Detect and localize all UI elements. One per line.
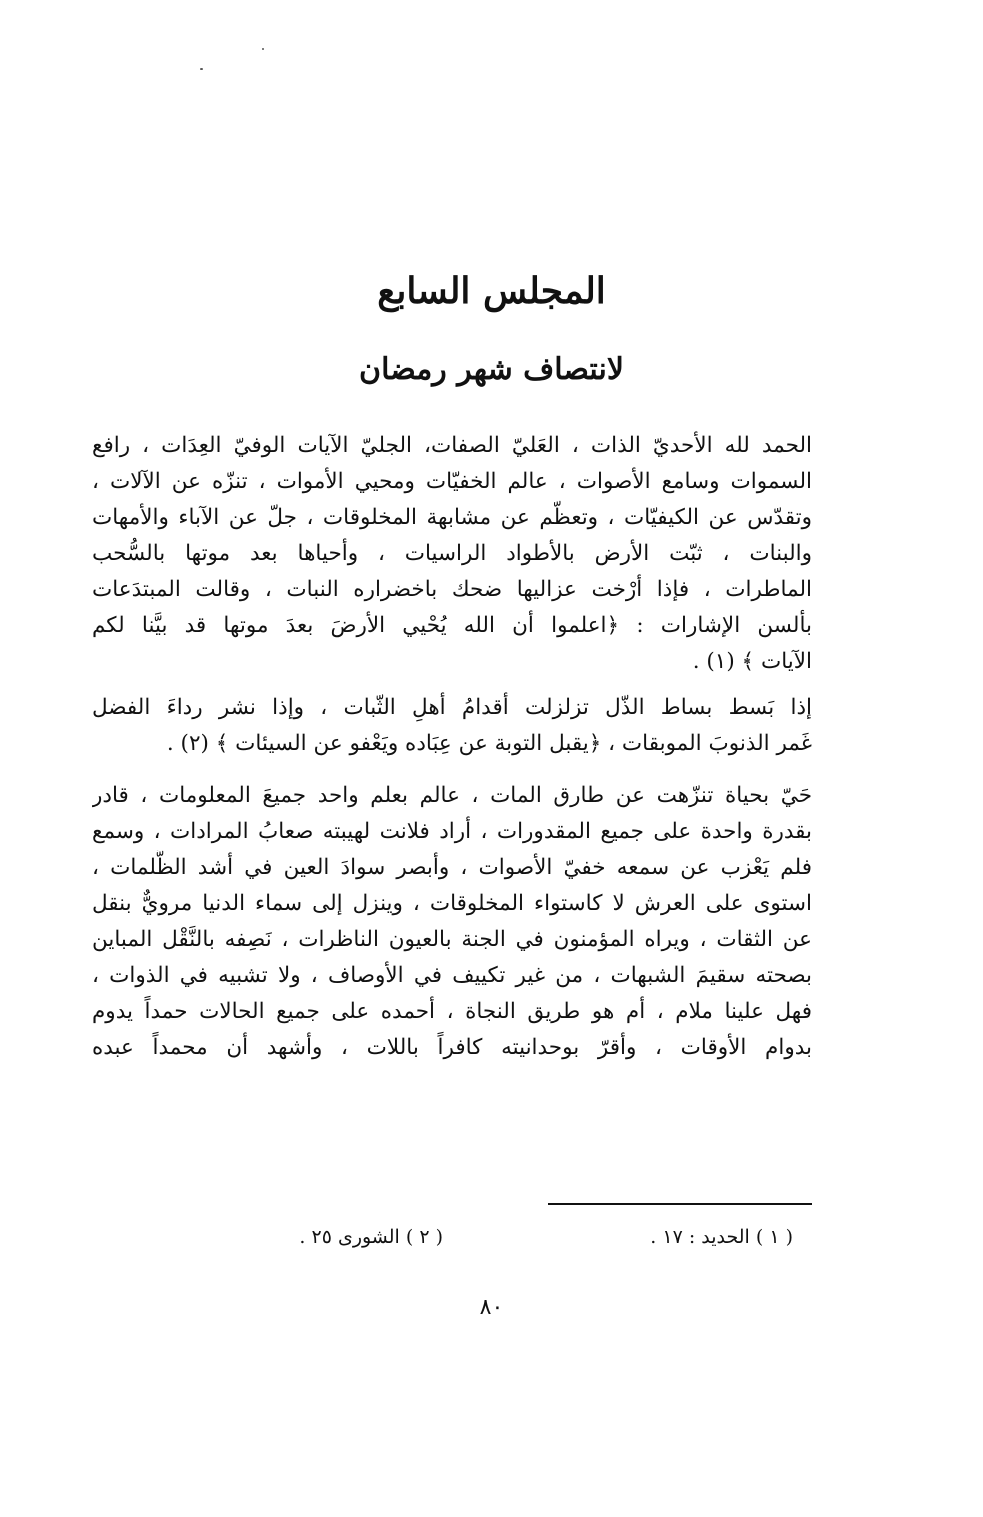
scan-speck <box>262 48 264 50</box>
text-line: بألسن الإشارات : ﴿اعلموا أن الله يُحْيي الأرضَ بعدَ موتها قد بيَّنا لكم <box>92 613 812 638</box>
text-line: فلم يَعْزب عن سمعه خفيّ الأصوات ، وأبصر سوادَ العين في أشد الظُّلمات ، <box>92 855 812 880</box>
paragraph-gap <box>92 762 812 778</box>
paragraph-gap <box>92 680 812 690</box>
text-line: الحمد لله الأحديّ الذات ، العَليّ الصفات، الجليّ الآيات الوفيّ العِدَات ، رافع <box>92 433 812 458</box>
scan-speck <box>200 68 203 70</box>
text-line: بقدرة واحدة على جميع المقدورات ، أراد فلانت لهيبته صعابُ المرادات ، وسمع <box>92 819 812 844</box>
text-line: غَمر الذنوبَ الموبقات ، ﴿يقبل التوبة عن عِبَاده ويَعْفو عن السيئات ﴾ (٢) . <box>166 731 812 756</box>
footnote-2: ( ٢ ) الشورى ٢٥ . <box>299 1226 443 1248</box>
text-line: بصحته سقيمَ الشبهات ، من غير تكييف في الأوصاف ، ولا تشبيه في الذوات ، <box>92 963 812 988</box>
page-number: ٨٠ <box>479 1295 504 1320</box>
paragraph <box>92 690 812 762</box>
text-line: بدوام الأوقات ، وأقرّ بوحدانيته كافراً باللات ، وأشهد أن محمداً عبده <box>92 1035 812 1060</box>
text-line: إذا بَسط بساط الذّل تزلزلت أقدامُ أهلِ الثّبات ، وإذا نشر رداءَ الفضل <box>92 695 812 720</box>
text-line: استوى على العرش لا كاستواء المخلوقات ، وينزل إلى سماء الدنيا مرويٌّ بنقل <box>92 891 812 916</box>
text-line: السموات وسامع الأصوات ، عالم الخفيّات ومحيي الأموات ، تنزّه عن الآلات ، <box>92 469 812 494</box>
paragraph <box>92 428 812 680</box>
text-line: عن الثقات ، ويراه المؤمنون في الجنة بالعيون الناظرات ، نَصِفه بالنَّقْل المباين <box>92 927 812 952</box>
chapter-subtitle: لانتصاف شهر رمضان <box>359 352 624 387</box>
paragraph <box>92 778 812 1066</box>
text-line: فهل علينا ملام ، أم هو طريق النجاة ، أحمده على جميع الحالات حمداً يدوم <box>92 999 812 1024</box>
footnote-divider <box>548 1203 812 1205</box>
text-line: الماطرات ، فإذا أرْخت عزاليها ضحك باخضراره النبات ، وقالت المبتدَعات <box>92 577 812 602</box>
body-text <box>92 428 812 1066</box>
text-line: والبنات ، ثبّت الأرض بالأطواد الراسيات ، وأحياها بعد موتها بالسُّحب <box>92 541 812 566</box>
text-line: حَيّ بحياة تنزّهت عن طارق المات ، عالم بعلم واحد جميعَ المعلومات ، قادر <box>92 783 812 808</box>
footnote-1: ( ١ ) الحديد : ١٧ . <box>650 1226 793 1248</box>
chapter-title: المجلس السابع <box>377 270 606 312</box>
text-line: وتقدّس عن الكيفيّات ، وتعظّم عن مشابهة المخلوقات ، جلّ عن الآباء والأمهات <box>92 505 812 530</box>
text-line: الآيات ﴾ (١) . <box>692 649 812 674</box>
